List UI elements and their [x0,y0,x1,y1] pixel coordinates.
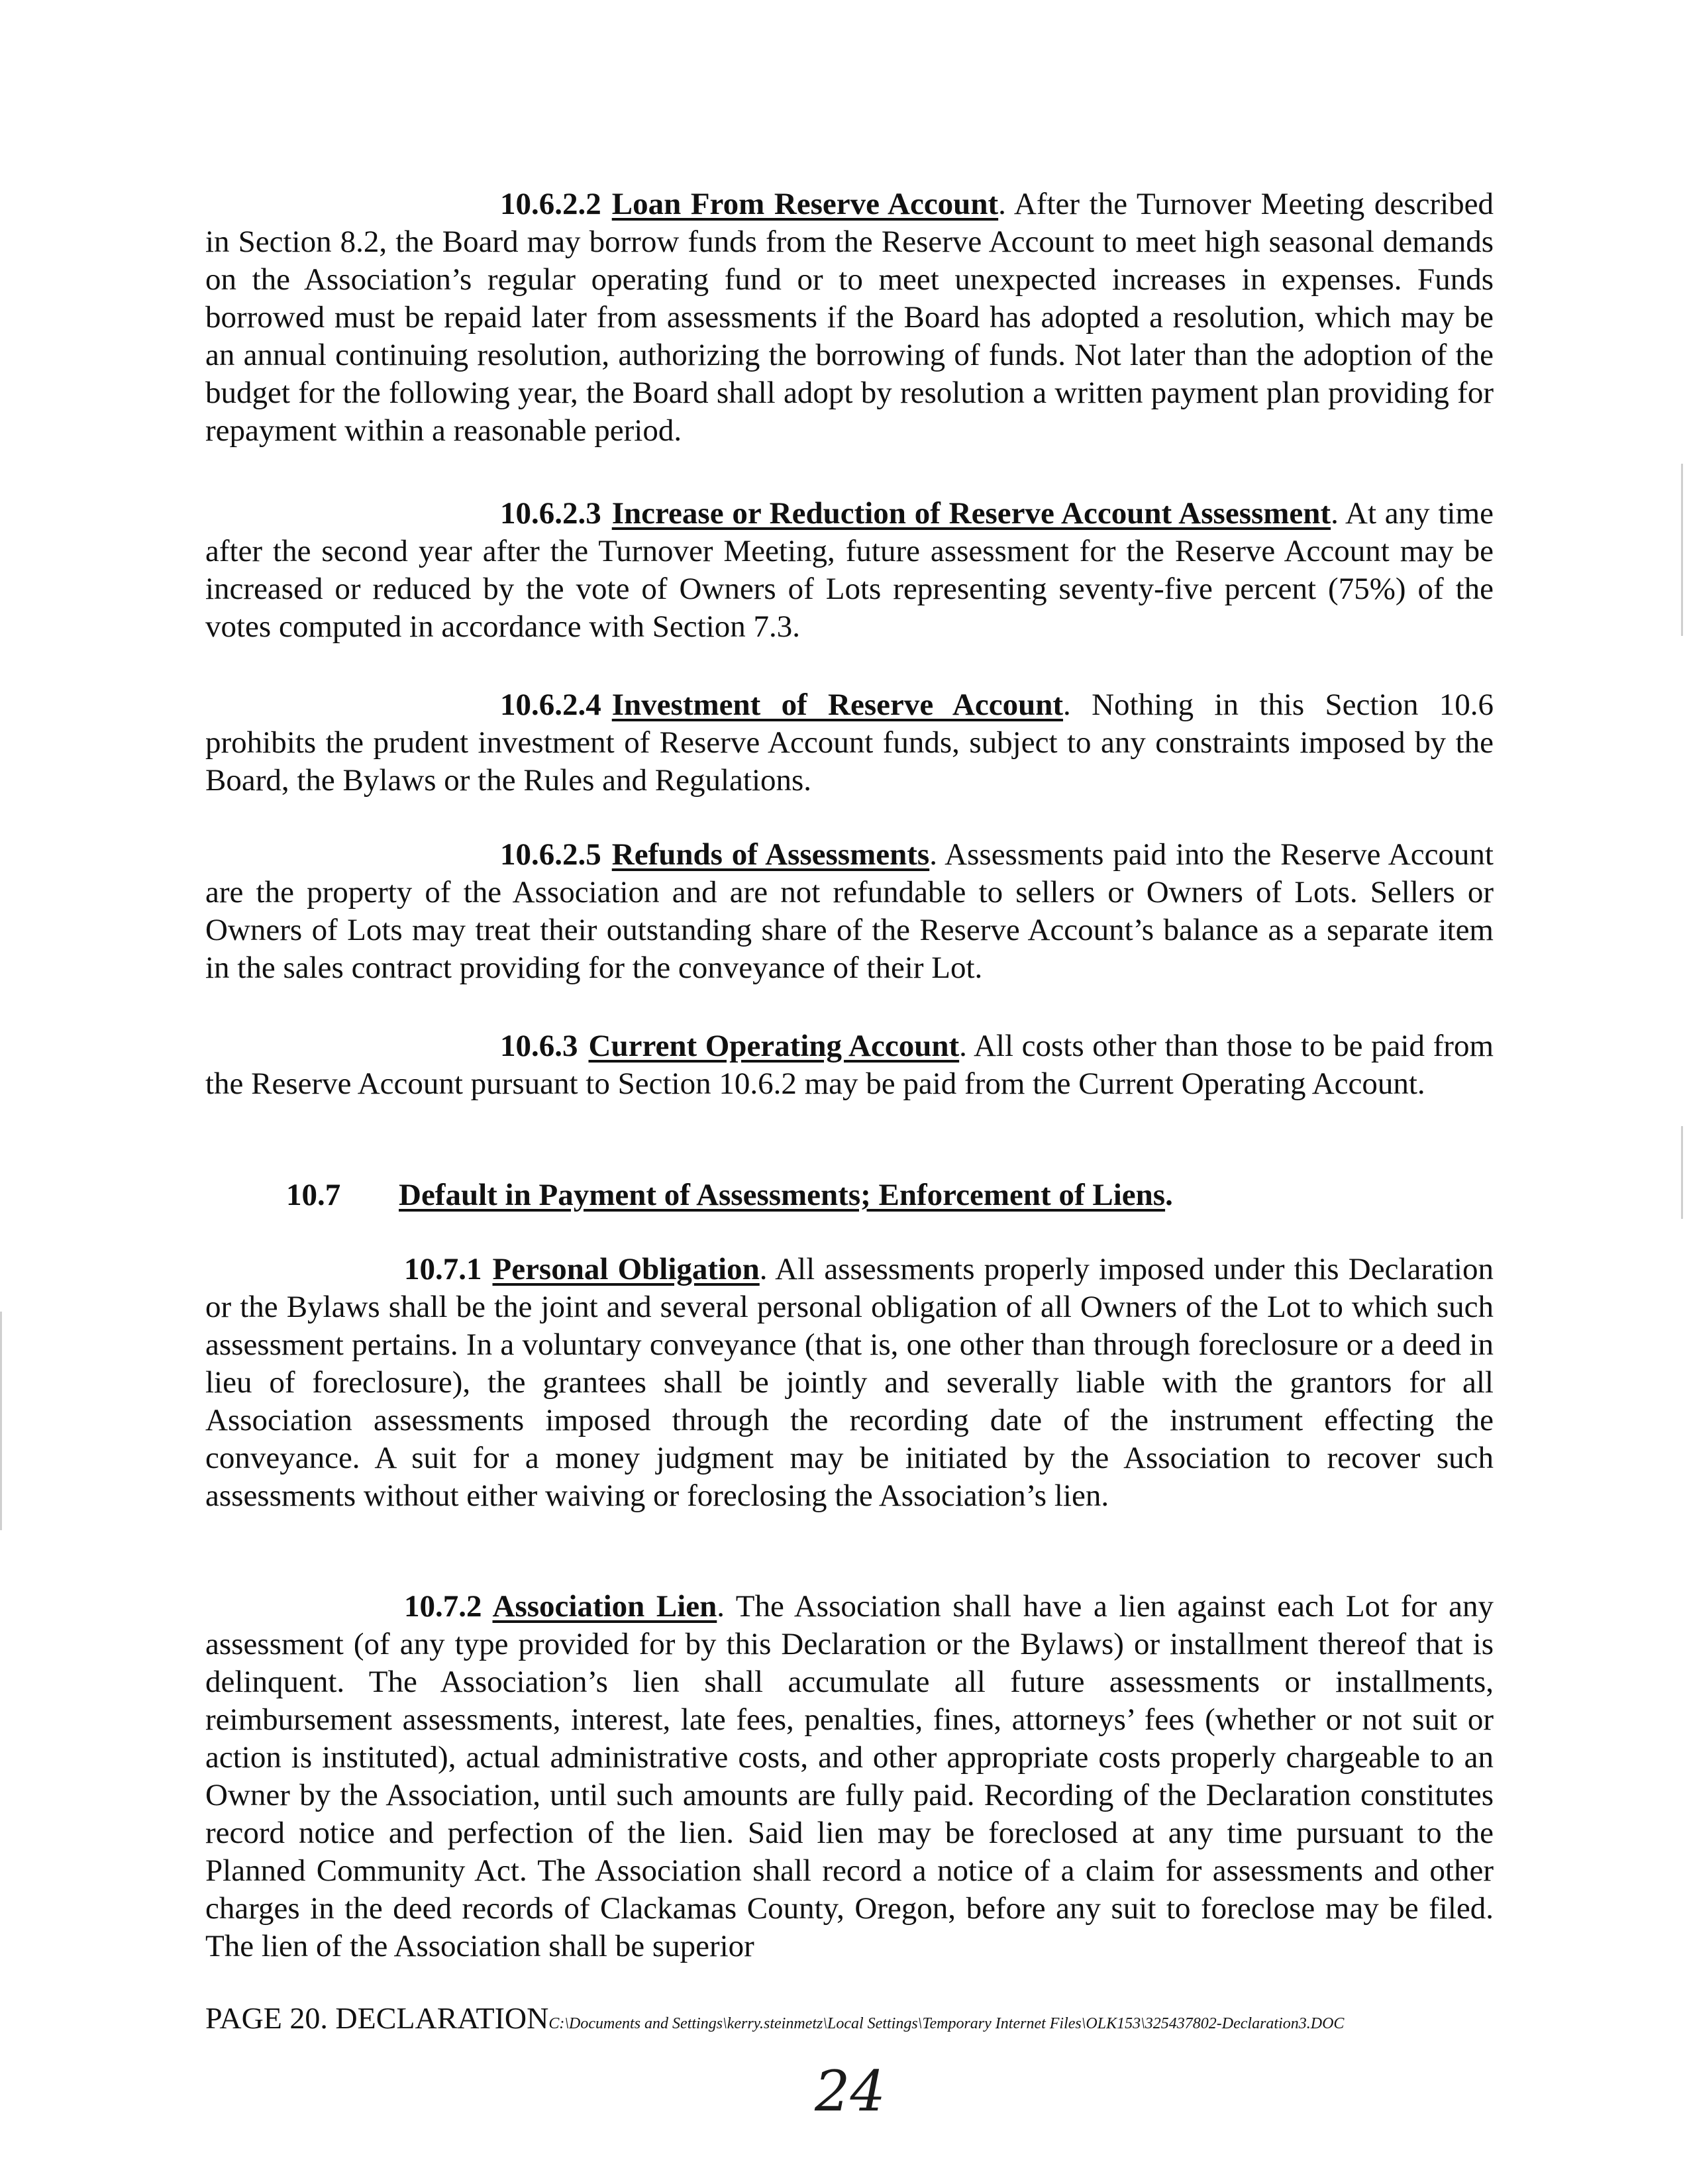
section-10-6-2-5 [205,836,1494,987]
section-number: 10.7.1 [404,1252,482,1286]
heading-title: Default in Payment of Assessments; Enforcement of Liens [399,1178,1166,1212]
section-body: . All costs other than those to be paid from the Reserve Account pursuant to Section 10.6.2 may be paid from the Current Operating Account. [205,1029,1494,1101]
footer-page-label: PAGE 20. DECLARATION [205,2001,549,2035]
section-number: 10.6.2.5 [500,837,601,872]
scan-edge-mark [1681,1126,1683,1219]
section-body: . After the Turnover Meeting described in Section 8.2, the Board may borrow funds from the Reserve Account to meet high seasonal demands on the Association’s regular operating fund or to meet unexpected increases in expenses. Funds borrowed must be repaid later from assessments if the Board has adopted a resolution, which may be an annual continuing resolution, authorizing the borrowing of funds. Not later than the adoption of the budget for the following year, the Board shall adopt by resolution a written payment plan providing for repayment within a reasonable period. [205,187,1494,448]
section-body: . The Association shall have a lien against each Lot for any assessment (of any type provided for by this Declaration or the Bylaws) or installment thereof that is delinquent. The Association’s lien shall accumulate all future assessments or installments, reimbursement assessments, interest, late fees, penalties, fines, attorneys’ fees (whether or not suit or action is instituted), actual administrative costs, and other appropriate costs properly chargeable to an Owner by the Association, until such amounts are fully paid. Recording of the Declaration constitutes record notice and perfection of the lien. Said lien may be foreclosed at any time pursuant to the Planned Community Act. The Association shall record a notice of a claim for assessments and other charges in the deed records of Clackamas County, Oregon, before any suit to foreclose may be filed. The lien of the Association shall be superior [205,1589,1494,1963]
section-10-6-2-4 [205,686,1494,800]
section-title: Refunds of Assessments [611,837,930,872]
section-number: 10.6.2.3 [500,496,601,531]
section-number: 10.6.2.2 [500,187,601,221]
section-number: 10.6.3 [500,1029,578,1063]
scan-edge-mark [0,1312,2,1530]
section-body: . All assessments properly imposed under this Declaration or the Bylaws shall be the joint and several personal obligation of all Owners of the Lot to which such assessment pertains. In a voluntary conveyance (that is, one other than through foreclosure or a deed in lieu of foreclosure), the grantees shall be jointly and severally liable with the grantors for all Association assessments imposed through the recording date of the instrument effecting the conveyance. A suit for a money judgment may be initiated by the Association to recover such assessments without either waiving or foreclosing the Association’s lien. [205,1252,1494,1513]
section-10-7-1 [205,1251,1494,1515]
section-title: Personal Obligation [492,1252,760,1286]
heading-10-7 [286,1176,1173,1214]
heading-suffix: . [1165,1178,1173,1212]
section-title: Investment of Reserve Account [611,688,1064,722]
section-number: 10.7.2 [404,1589,482,1624]
section-10-7-2 [205,1588,1494,1965]
section-10-6-2-3 [205,495,1494,646]
page-footer [205,2001,1530,2036]
section-10-6-3 [205,1027,1494,1103]
handwritten-page-number: 24 [815,2059,886,2124]
section-title: Current Operating Account [588,1029,960,1063]
section-body: . Assessments paid into the Reserve Account are the property of the Association and are not refundable to sellers or Owners of Lots. Sellers or Owners of Lots may treat their outstanding share of the Reserve Account’s balance as a separate item in the sales contract providing for the conveyance of their Lot. [205,837,1494,985]
section-body: . At any time after the second year after the Turnover Meeting, future assessment for the Reserve Account may be increased or reduced by the vote of Owners of Lots representing seventy-five percent (75%) of the votes computed in accordance with Section 7.3. [205,496,1494,644]
section-10-6-2-2 [205,185,1494,450]
section-title: Loan From Reserve Account [611,187,999,221]
section-title: Association Lien [492,1589,717,1624]
section-body: . Nothing in this Section 10.6 prohibits the prudent investment of Reserve Account funds, subject to any constraints imposed by the Board, the Bylaws or the Rules and Regulations. [205,688,1494,798]
scan-edge-mark [1681,464,1683,636]
footer-file-path: C:\Documents and Settings\kerry.steinmetz\Local Settings\Temporary Internet Files\OLK153\325437802-Declaration3.DOC [548,2015,1345,2032]
section-number: 10.6.2.4 [500,688,601,722]
section-title: Increase or Reduction of Reserve Account Assessment [611,496,1331,531]
heading-number: 10.7 [286,1178,341,1212]
